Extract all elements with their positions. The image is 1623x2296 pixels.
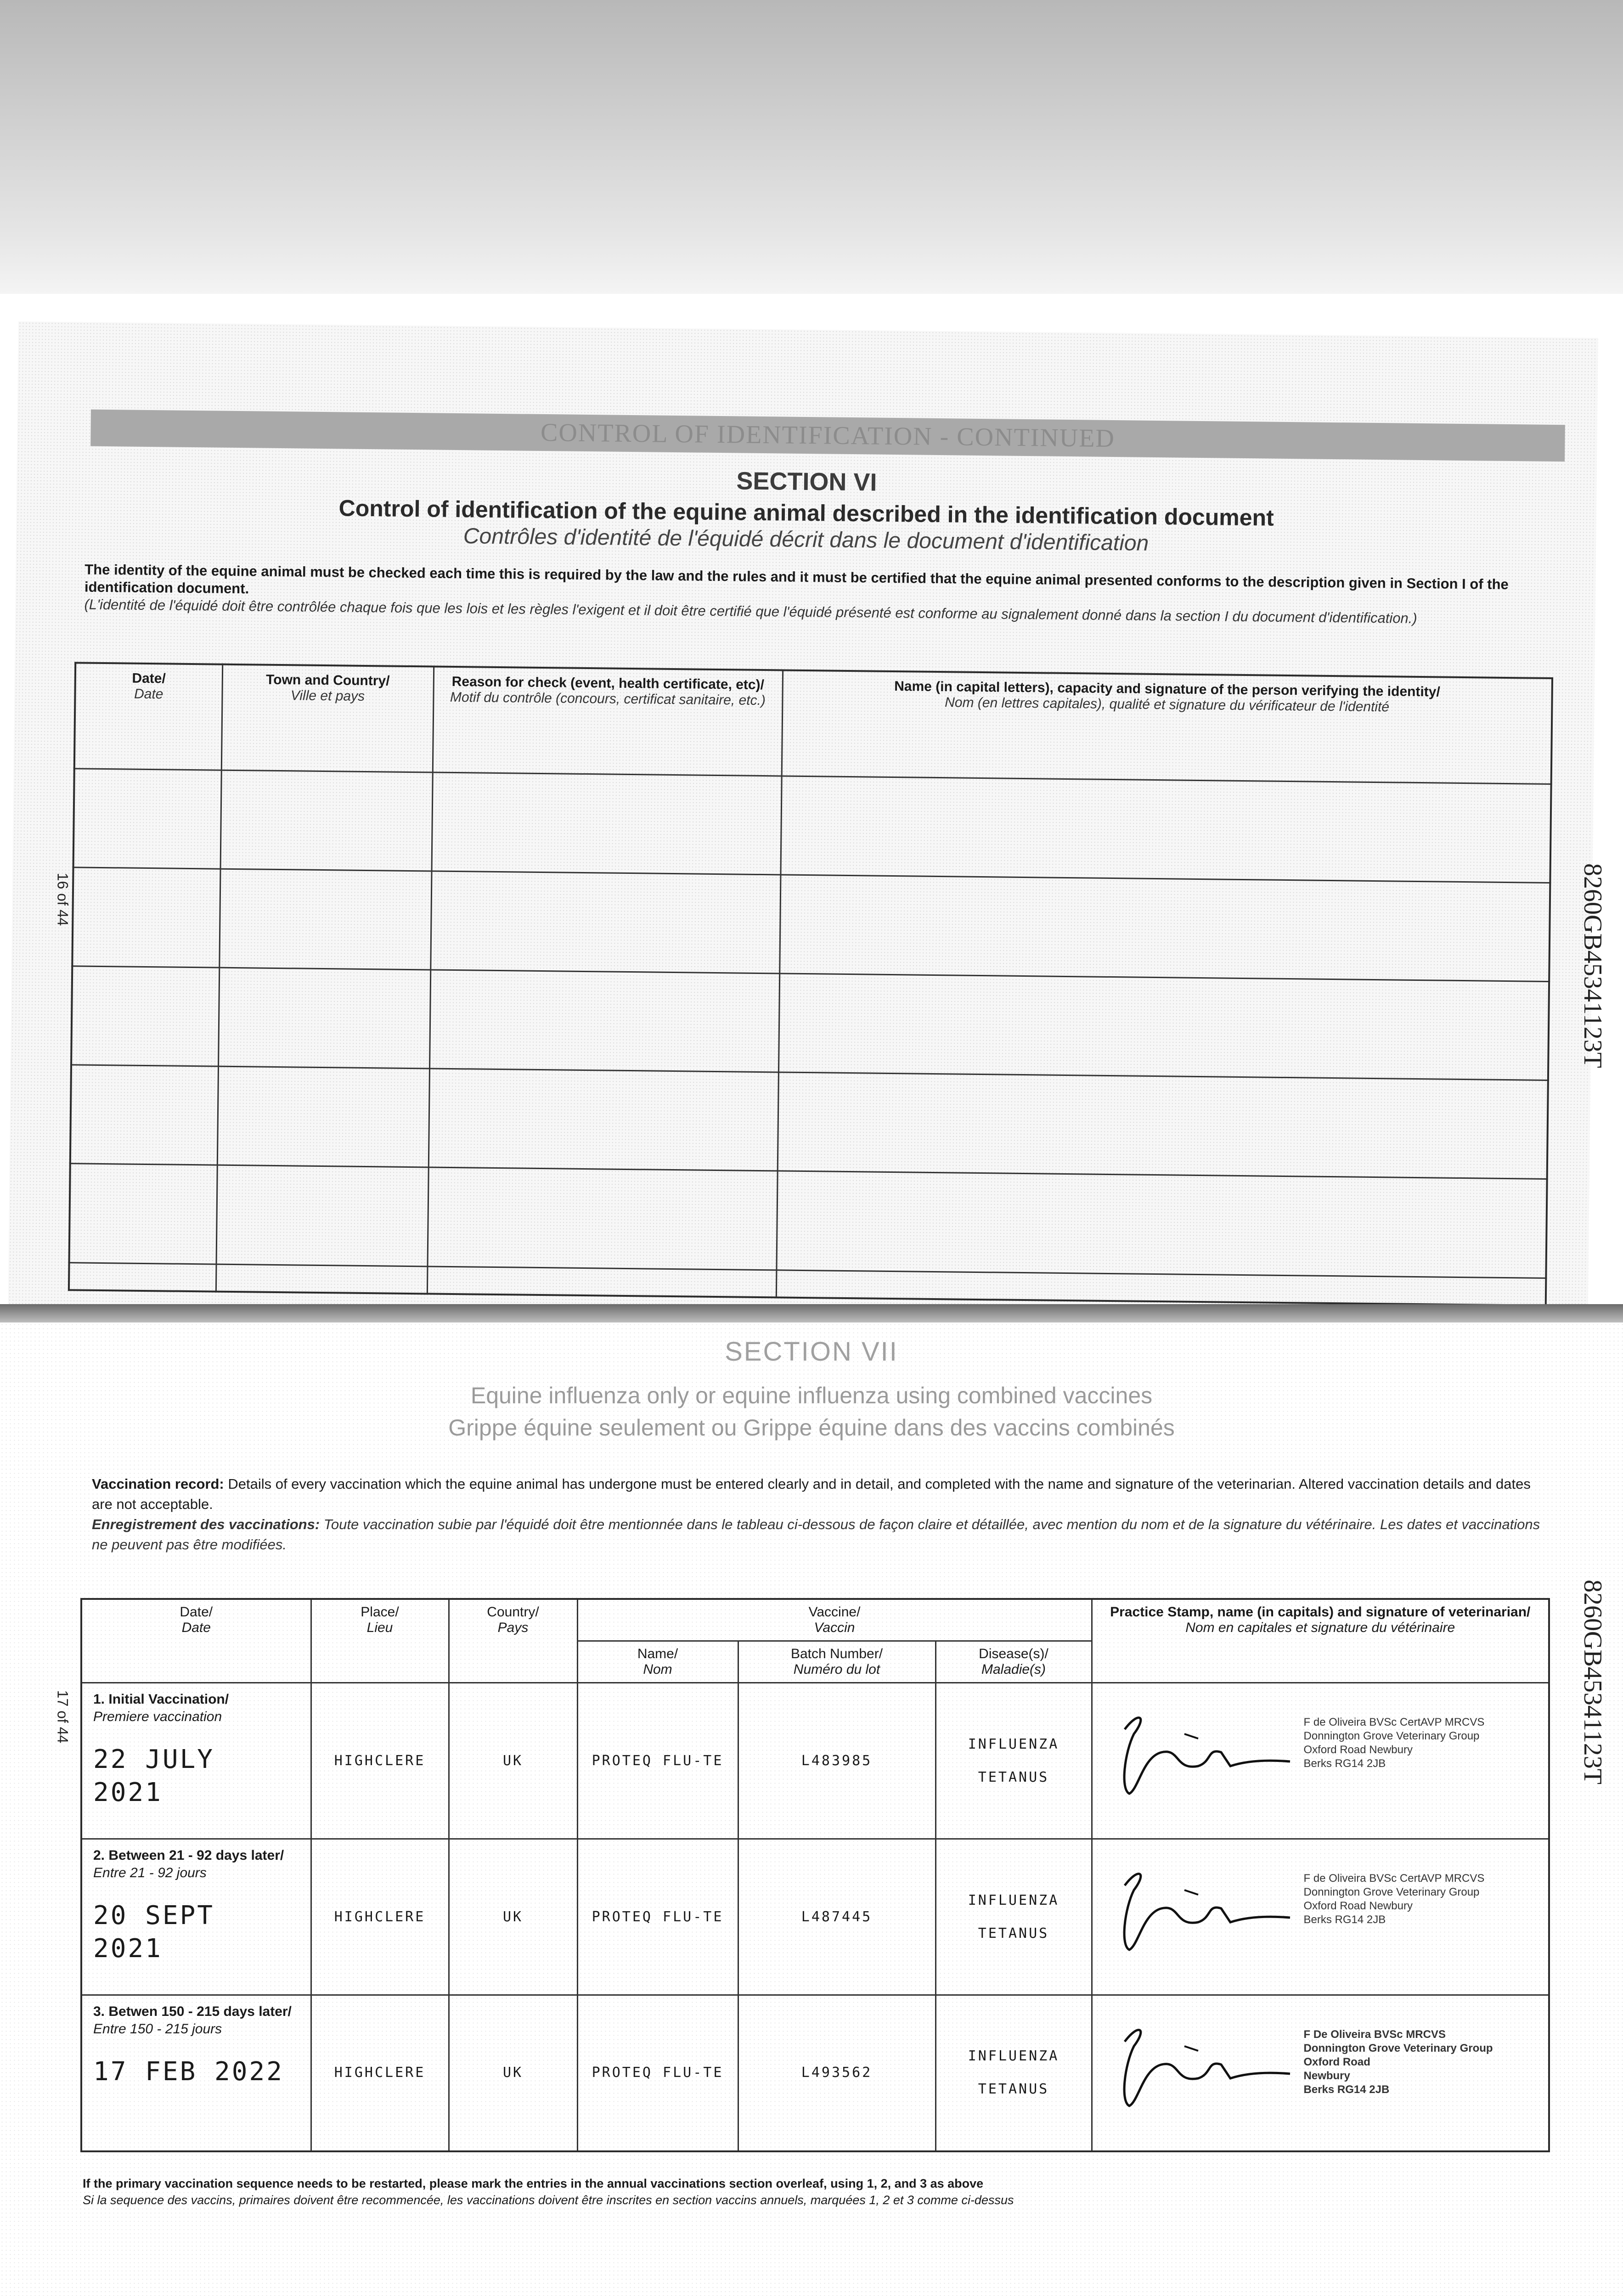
disease-cell: INFLUENZA TETANUS — [935, 1683, 1092, 1839]
table-row — [71, 966, 1549, 1080]
page-section-6 — [8, 321, 1598, 1339]
identity-check-table — [68, 662, 1553, 1306]
vet-stamp: F de Oliveira BVSc CertAVP MRCVS Donnington Grove Veterinary Group Oxford Road Newbury Berks RG14 2JB — [1303, 1716, 1485, 1770]
page-number-17: 17 of 44 — [54, 1690, 71, 1744]
col-vaccine-name: Name/ Nom — [577, 1641, 738, 1683]
section-7-title: SECTION VII — [725, 1337, 898, 1367]
intro-fr-text: Toute vaccination subie par l'équidé doit être mentionnée dans le tableau ci-dessous de façon claire et détaillée, avec mention du nom et de la signature du vétérinaire. Les dates et vaccinations ne peuvent pas être modifiées. — [92, 1516, 1540, 1553]
batch-cell: L483985 — [738, 1683, 935, 1839]
vaccination-row-2 — [81, 1839, 1549, 1995]
vaccination-date: 22 JULY 2021 — [93, 1745, 215, 1807]
section-6-subtitle-fr: Contrôles d'identité de l'équidé décrit dans le document d'identification — [463, 524, 1149, 556]
vaccination-date: 17 FEB 2022 — [93, 2057, 284, 2087]
country-cell: UK — [449, 1839, 577, 1995]
col-place: Place/ Lieu — [311, 1599, 449, 1683]
col-date: Date/ Date — [74, 663, 222, 770]
section-6-subtitle-en: Control of identification of the equine animal described in the identification document — [338, 495, 1274, 531]
footer-note-en: If the primary vaccination sequence needs to be restarted, please mark the entries in the annual vaccinations section overleaf, using 1, 2, and 3 as above — [83, 2177, 984, 2190]
col-date: Date/ Date — [81, 1599, 311, 1683]
intro-en-text: Details of every vaccination which the equine animal has undergone must be entered clearly and in detail, and completed with the name and signature of the veterinarian. Altered vaccination details and dates are not acceptable. — [92, 1476, 1531, 1512]
section-6-intro — [84, 561, 1545, 629]
country-cell: UK — [449, 1995, 577, 2151]
disease-cell: INFLUENZA TETANUS — [935, 1995, 1092, 2151]
vet-stamp: F de Oliveira BVSc CertAVP MRCVS Donnington Grove Veterinary Group Oxford Road Newbury Berks RG14 2JB — [1303, 1872, 1485, 1926]
row-date-cell: 2. Between 21 - 92 days later/ Entre 21 - 92 jours 20 SEPT 2021 — [81, 1839, 311, 1995]
col-stamp: Practice Stamp, name (in capitals) and signature of veterinarian/ Nom en capitales et signature du vétérinaire — [1092, 1599, 1549, 1683]
continued-banner: CONTROL OF IDENTIFICATION - CONTINUED — [90, 410, 1565, 462]
passport-id-lower: 8260GB45341123T — [1578, 1580, 1607, 1784]
table-row — [69, 1164, 1547, 1278]
table-row — [72, 867, 1550, 982]
vet-signature — [1106, 1858, 1299, 1968]
col-verifier: Name (in capital letters), capacity and signature of the person verifying the identity/ Nom (en lettres capitales), qualité et signature du vérificateur de l'identité — [782, 670, 1552, 784]
disease-cell: INFLUENZA TETANUS — [935, 1839, 1092, 1995]
intro-fr: (L'identité de l'équidé doit être contrôlée chaque fois que les lois et les règles l'exigent et il doit être certifié que l'équidé présenté est conforme au signalement donné dans la section I du document d'identification.) — [84, 596, 1417, 626]
col-vaccine: Vaccine/ Vaccin — [577, 1599, 1092, 1641]
place-cell: HIGHCLERE — [311, 1683, 449, 1839]
vaccination-date: 20 SEPT 2021 — [93, 1901, 215, 1964]
section-6-title: SECTION VI — [736, 467, 877, 496]
vaccine-name-cell: PROTEQ FLU-TE — [577, 1995, 738, 2151]
page-section-7 — [0, 1322, 1623, 2296]
col-disease: Disease(s)/ Maladie(s) — [935, 1641, 1092, 1683]
vaccine-name-cell: PROTEQ FLU-TE — [577, 1839, 738, 1995]
country-cell: UK — [449, 1683, 577, 1839]
table-row — [73, 768, 1551, 883]
col-country: Country/ Pays — [449, 1599, 577, 1683]
vet-signature — [1106, 1702, 1299, 1812]
vaccine-name-cell: PROTEQ FLU-TE — [577, 1683, 738, 1839]
table-row — [70, 1065, 1548, 1179]
vaccination-row-3 — [81, 1995, 1549, 2151]
batch-cell: L487445 — [738, 1839, 935, 1995]
row-date-cell: 3. Betwen 150 - 215 days later/ Entre 150 - 215 jours 17 FEB 2022 — [81, 1995, 311, 2151]
page-number-16: 16 of 44 — [54, 872, 71, 926]
col-batch: Batch Number/ Numéro du lot — [738, 1641, 935, 1683]
footer-note-fr: Si la sequence des vaccins, primaires doivent être recommencée, les vaccinations doivent être inscrites en section vaccins annuels, marquées 1, 2 et 3 comme ci-dessus — [83, 2193, 1014, 2207]
intro-en-label: Vaccination record: — [92, 1476, 224, 1492]
section-7-intro — [92, 1474, 1543, 1555]
vet-stamp-cell — [1092, 1995, 1549, 2151]
intro-en: The identity of the equine animal must be checked each time this is required by the law and the rules and it must be certified that the equine animal presented conforms to the description given in Section I of the identification document. — [84, 561, 1509, 597]
vet-signature — [1106, 2014, 1299, 2124]
intro-fr-label: Enregistrement des vaccinations: — [92, 1516, 320, 1532]
vaccination-header-row — [81, 1599, 1549, 1641]
col-town: Town and Country/ Ville et pays — [221, 664, 434, 772]
vet-stamp-cell — [1092, 1839, 1549, 1995]
table-header-row — [74, 663, 1552, 784]
vaccination-table — [80, 1598, 1550, 2152]
place-cell: HIGHCLERE — [311, 1839, 449, 1995]
passport-id-upper: 8260GB45341123T — [1578, 863, 1607, 1068]
row-date-cell: 1. Initial Vaccination/ Premiere vaccination 22 JULY 2021 — [81, 1683, 311, 1839]
col-reason: Reason for check (event, health certificate, etc)/ Motif du contrôle (concours, certificat sanitaire, etc.) — [433, 667, 783, 776]
vaccination-row-1 — [81, 1683, 1549, 1839]
section-7-subtitle-fr: Grippe équine seulement ou Grippe équine dans des vaccins combinés — [448, 1415, 1175, 1441]
place-cell: HIGHCLERE — [311, 1995, 449, 2151]
vet-stamp: F De Oliveira BVSc MRCVS Donnington Grove Veterinary Group Oxford Road Newbury Berks RG14 2JB — [1303, 2028, 1493, 2096]
scan-shadow-top — [0, 0, 1623, 294]
vet-stamp-cell — [1092, 1683, 1549, 1839]
section-7-subtitle-en: Equine influenza only or equine influenza using combined vaccines — [470, 1383, 1153, 1408]
batch-cell: L493562 — [738, 1995, 935, 2151]
